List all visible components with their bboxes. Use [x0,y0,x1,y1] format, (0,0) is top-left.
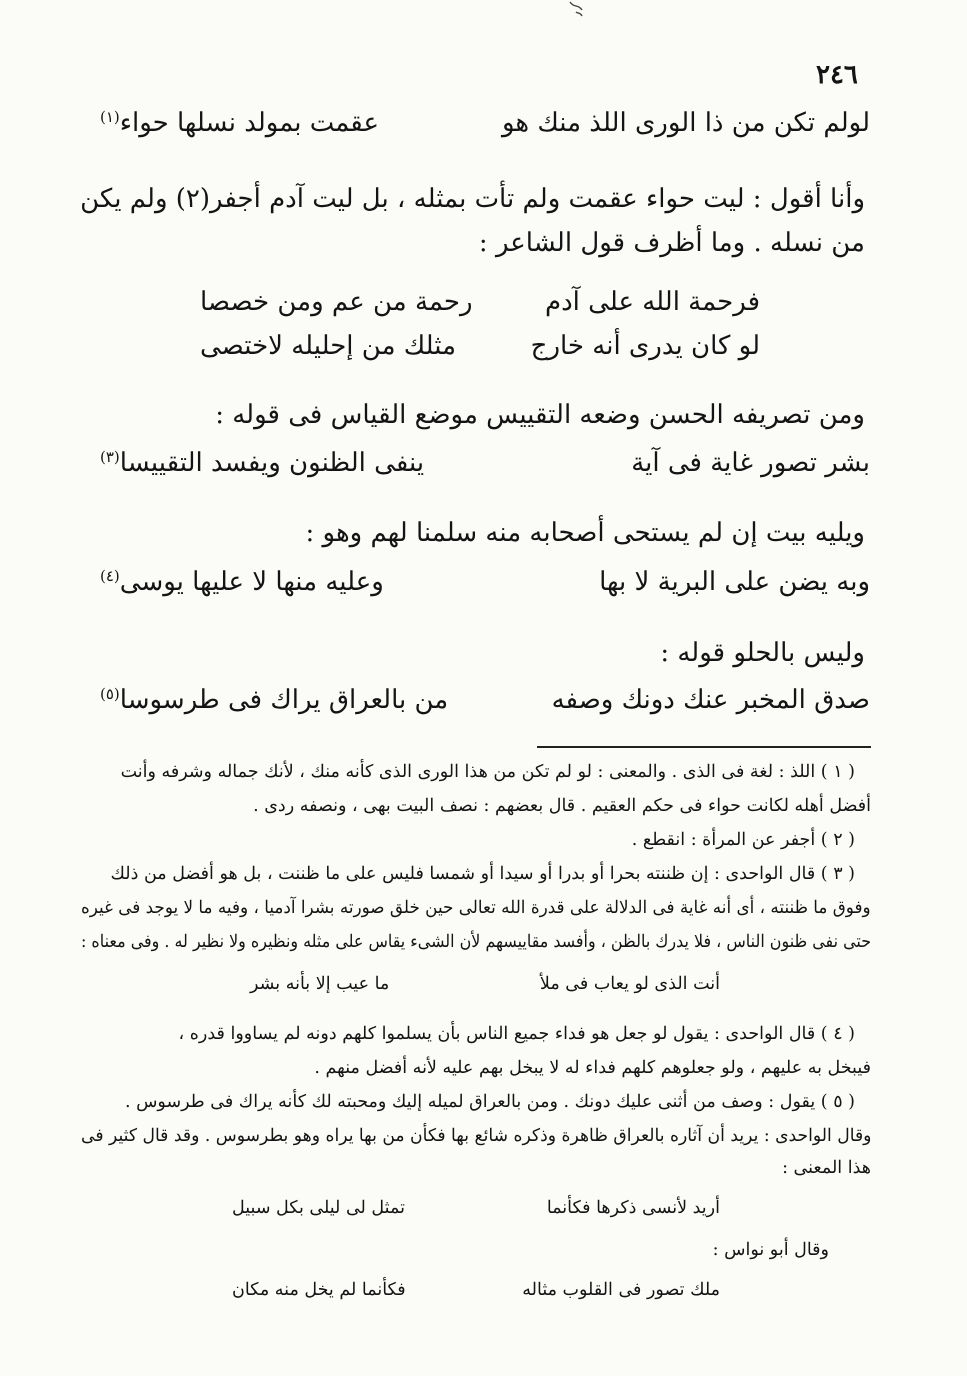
footnote-3-line-1: ( ٣ ) قال الواحدى : إن ظننته بحرا أو بدرا أو سيدا أو شمسا فليس على ما ظننت ، بل هو أفضل من ذلك [110,864,855,884]
footnote-1-line-1: ( ١ ) اللذ : لغة فى الذى . والمعنى : لو لم تكن من هذا الورى الذى كأنه منك ، لأنك جماله وشرفه وأنت [120,762,855,782]
footnote-3-line-3: حتى نفى ظنون الناس ، فلا يدرك بالظن ، وأفسد مقاييسهم لأن الشىء يقاس على مثله ونظيره ولا نظير له . وفى معناه : [80,932,871,952]
poem-1-verse-1 [200,287,760,317]
verse-3-second-hemistich: وعليه منها لا عليها يوسى [119,567,384,597]
footnote-5-verse-2-first: ملك تصور فى القلوب مثاله [522,1280,720,1300]
footnote-5-verse-2-second: فكأنما لم يخل منه مكان [232,1280,406,1300]
footnote-1-line-2: أفضل أهله لكانت حواء فى حكم العقيم . قال بعضهم : نصف البيت بهى ، ونصفه ردى . [253,796,871,816]
verse-2-second-hemistich: ينفى الظنون ويفسد التقييسا [119,448,425,478]
verse-1 [100,108,870,138]
footnote-5-line-4: وقال أبو نواس : [712,1240,829,1260]
footnote-4-line-2: فيبخل به عليهم ، ولو جعلوهم كلهم فداء له لا يبخل بهم عليه لأنه أفضل منهم . [314,1058,871,1078]
paragraph-3: ويليه بيت إن لم يستحى أصحابه منه سلمنا لهم وهو : [305,518,865,548]
footnote-4-line-1: ( ٤ ) قال الواحدى : يقول لو جعل هو فداء جميع الناس بأن يسلموا كلهم دونه لم يساووا قدره ، [178,1024,855,1044]
poem-1-verse-2-first: لو كان يدرى أنه خارج [530,331,760,361]
verse-4-second-hemistich: من بالعراق يراك فى طرسوسا [119,685,449,715]
footnote-5-verse-1-second: تمثل لى ليلى بكل سبيل [232,1198,405,1218]
poem-1-verse-1-second: رحمة من عم ومن خصصا [200,287,473,317]
footnote-divider [537,746,871,748]
footnote-3-line-2: وفوق ما ظننته ، أى أنه غاية فى الدلالة على قدرة الله تعالى حين خلق صورته بشرا آدميا ، وفيه ما لا يوجد فى غيره [81,898,871,918]
footnote-5-verse-2 [232,1280,720,1300]
footnote-2: ( ٢ ) أجفر عن المرأة : انقطع . [631,830,855,850]
paragraph-1-line-2: من نسله . وما أظرف قول الشاعر : [478,228,865,258]
scan-mark-icon [566,0,588,18]
verse-2-first-hemistich: بشر تصور غاية فى آية [631,448,870,478]
footnote-3-verse-second: ما عيب إلا بأنه بشر [250,974,390,994]
footnote-5-line-1: ( ٥ ) يقول : وصف من أثنى عليك دونك . ومن بالعراق لميله إليك ومحبته لك كأنه يراك فى طرسوس . [124,1092,855,1112]
page-number: ٢٤٦ [816,60,858,90]
paragraph-1-line-1: وأنا أقول : ليت حواء عقمت ولم تأت بمثله ، بل ليت آدم أجفر(٢) ولم يكن [80,184,865,214]
verse-3 [100,567,870,597]
paragraph-2: ومن تصريفه الحسن وضعه التقييس موضع القياس فى قوله : [215,400,865,430]
footnote-ref-4: (٤) [100,567,120,585]
paragraph-4: وليس بالحلو قوله : [660,638,865,668]
verse-4-first-hemistich: صدق المخبر عنك دونك وصفه [551,685,870,715]
footnote-ref-5: (٥) [100,685,120,703]
footnote-3-verse [250,974,720,994]
poem-1-verse-2-second: مثلك من إحليله لاختصى [200,331,457,361]
footnote-ref-3: (٣) [100,448,120,466]
verse-2 [100,448,870,478]
verse-1-first-hemistich: عقمت بمولد نسلها حواء [119,108,379,138]
poem-1-verse-1-first: فرحمة الله على آدم [545,287,760,317]
footnote-5-verse-1 [232,1198,720,1218]
footnote-5-line-2: وقال الواحدى : يريد أن آثاره بالعراق ظاهرة وذكره شائع بها فكأن من بها يراه وهو بطرسوس . وقد قال كثير فى [80,1126,871,1146]
poem-1-verse-2 [200,331,760,361]
footnote-3-verse-first: أنت الذى لو يعاب فى ملأ [539,974,720,994]
verse-3-first-hemistich: وبه يضن على البرية لا بها [599,567,870,597]
verse-4 [100,685,870,715]
footnote-ref-1: (١) [100,108,120,126]
verse-1-second-hemistich: لولم تكن من ذا الورى اللذ منك هو [501,108,870,138]
footnote-5-line-3: هذا المعنى : [782,1158,871,1178]
footnote-5-verse-1-first: أريد لأنسى ذكرها فكأنما [546,1198,720,1218]
